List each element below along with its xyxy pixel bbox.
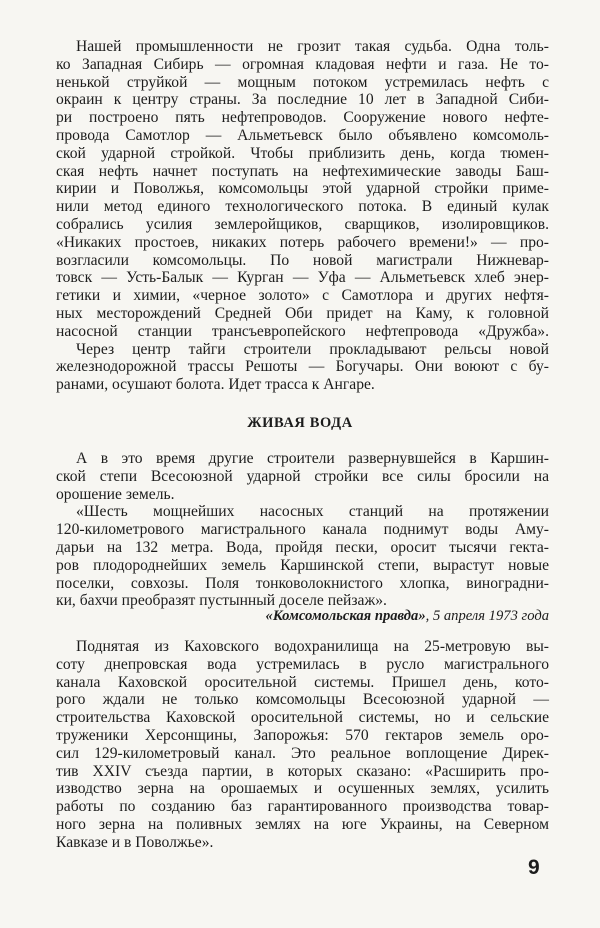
text-line: ри построено пять нефтепроводов. Сооружение нового нефте- (56, 109, 549, 127)
text-line: Поднятая из Каховского водохранилища на 25-метровую вы- (76, 638, 549, 655)
text-line: ской степи Всесоюзной ударной стройки все силы бросили на (56, 467, 549, 485)
text-line: возгласили комсомольцы. По новой магистрали Нижневар- (56, 251, 549, 269)
text-line: ненькой струйкой — мощным потоком устремилась нефть с (56, 73, 549, 91)
text-line: «Никаких простоев, никаких потерь рабочего времени!» — про- (56, 233, 549, 251)
text-line: ных месторождений Средней Оби придет на Каму, к головной (56, 305, 549, 322)
text-line: дарьи на 132 метра. Вода, пройдя пески, оросит тысячи гекта- (56, 539, 549, 556)
text-line: ров плодороднейших земель Каршинской степи, вырастут новые (56, 556, 549, 574)
text-line: строительства Каховской оросительной системы, но и сельские (56, 709, 549, 727)
source-publication: «Комсомольская правда» (265, 608, 426, 624)
text-line: «Шесть мощнейших насосных станций на протяжении (76, 503, 549, 521)
text-line: канала Каховской оросительной системы. Пришел день, кото- (56, 673, 549, 691)
text-line: Кавказе и в Поволжье». (56, 833, 214, 851)
text-line: работы по созданию баз гарантированного производства товар- (56, 798, 549, 816)
text-line: сил 129-километровый канал. Это реальное воплощение Дирек- (56, 744, 549, 762)
text-line: Нашей промышленности не грозит такая судьба. Одна толь- (76, 38, 549, 55)
source-date: , 5 апреля 1973 года (425, 608, 549, 624)
text-line: поселки, совхозы. Поля тонковолокнистого хлопка, виноградни- (56, 574, 549, 592)
text-line: ская нефть начнет поступать на нефтехимические заводы Баш- (56, 162, 549, 180)
text-line: А в это время другие строители развернувшейся в Каршин- (76, 450, 549, 467)
text-line: товск — Усть-Балык — Курган — Уфа — Альметьевск хлеб энер- (56, 269, 549, 287)
page-number: 9 (528, 856, 540, 879)
text-line: железнодорожной трассы Решоты — Богучары. Они воюют с бу- (56, 358, 549, 376)
text-line: 120-километрового магистрального канала поднимут воды Аму- (56, 521, 549, 539)
text-line: орошение земель. (56, 485, 175, 503)
section-heading: ЖИВАЯ ВОДА (247, 415, 353, 431)
text-line: ного зерна на поливных землях на юге Украины, на Северном (56, 816, 549, 833)
text-line: соту днепровская вода устремилась в русло магистрального (56, 655, 549, 673)
text-line: ки, бахчи преобразят пустынный доселе пейзаж». (56, 592, 387, 610)
quote-source (266, 608, 549, 625)
text-line: ранами, осушают болота. Идет трасса к Ангаре. (56, 376, 375, 394)
text-line: окраин к центру страны. За последние 10 лет в Западной Сиби- (56, 91, 549, 109)
text-line: рого ждали не только комсомольцы Всесоюзной ударной — (56, 691, 549, 709)
text-line: собрались усилия землеройщиков, сварщиков, изолировщиков. (56, 216, 549, 233)
text-line: ко Западная Сибирь — огромная кладовая нефти и газа. Не то- (56, 55, 549, 73)
text-line: провода Самотлор — Альметьевск было объявлено комсомоль- (56, 127, 549, 144)
text-line: ской ударной стройкой. Чтобы приблизить день, когда тюмен- (56, 144, 549, 162)
text-line: нили метод единого технологического потока. В единый кулак (56, 198, 549, 216)
text-line: труженики Херсонщины, Запорожья: 570 гектаров земель оро- (56, 727, 549, 744)
text-line: кирии и Поволжья, комсомольцы этой ударной стройки приме- (56, 180, 549, 198)
text-line: насосной станции трансъевропейского нефтепровода «Дружба». (56, 322, 549, 340)
text-line: тив XXIV съезда партии, в которых сказано: «Расширить про- (56, 762, 549, 780)
text-line: Через центр тайги строители прокладывают рельсы новой (76, 340, 549, 358)
text-line: изводство зерна на орошаемых и осушенных землях, усилить (56, 780, 549, 798)
text-line: гетики и химии, «черное золото» с Самотлора и других нефтя- (56, 287, 549, 305)
